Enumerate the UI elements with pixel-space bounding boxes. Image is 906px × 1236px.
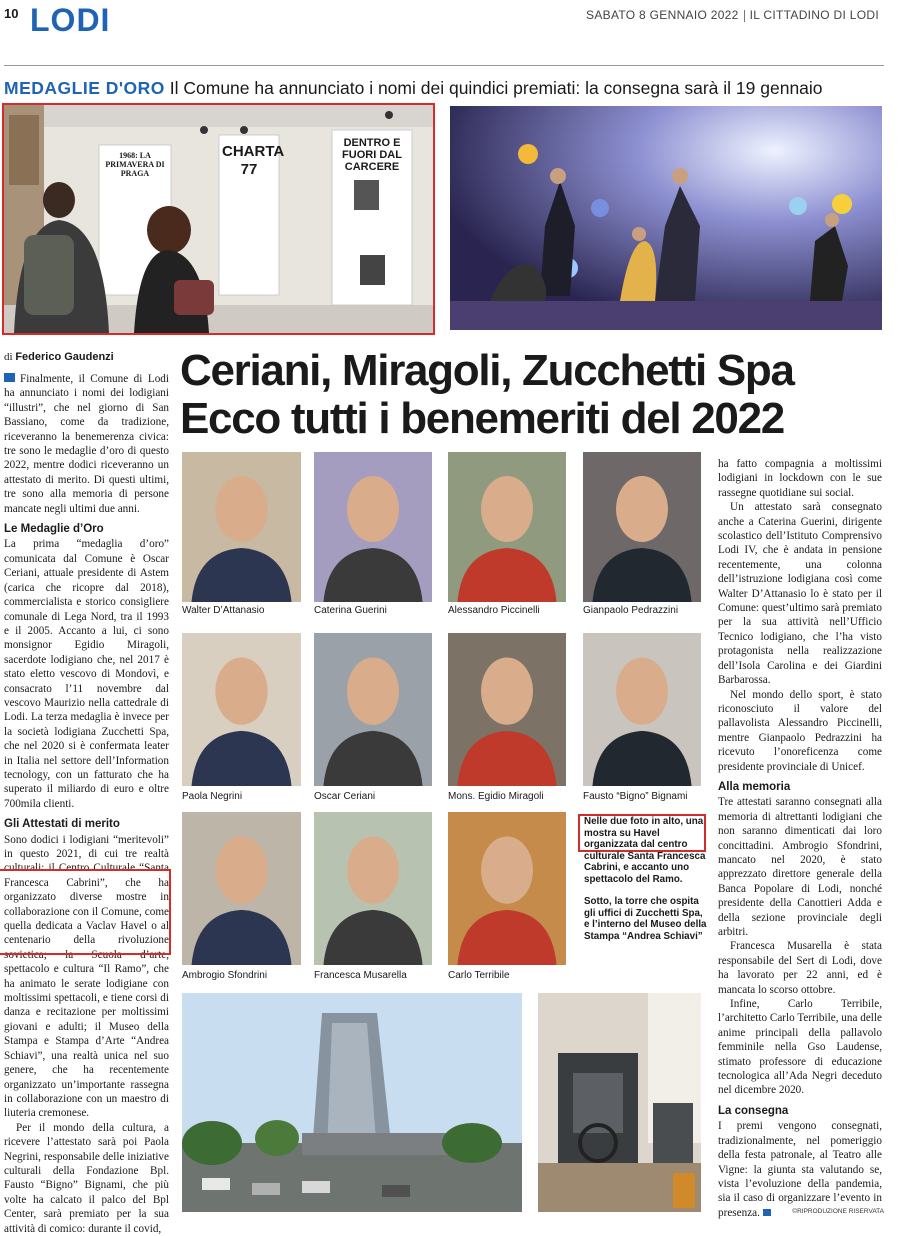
header-rule [4,65,884,66]
end-marker [763,1209,771,1216]
article-column-3 [718,457,882,1220]
col3-continuation: ha fatto compagnia a moltissimi lodigiani in lockdown con le sue rassegne quotidiane sui social. [718,458,882,499]
portrait-photo [182,812,301,965]
col3-consegna-text: I premi vengono consegnati, tradizionalmente, nel pomeriggio della festa patronale, al Teatro alle Vigne: la giunta sta valutando se, vista l’evoluzione della pandemia, sia il caso di organizzare l’evento in presenza. [718,1120,882,1219]
subhead-memoria: Alla memoria [718,780,791,793]
portrait-photo [314,633,432,786]
portrait-caption: Oscar Ceriani [314,791,376,802]
col3-musarella: Francesca Musarella è stata responsabile del Sert di Lodi, dove ha lavorato per 22 anni, ed è mancata lo scorso ottobre. [718,940,882,996]
col3-guerini: Un attestato sarà consegnato anche a Caterina Guerini, dirigente scolastico dell’Istituto Comprensivo Lodi IV, che è andata in pensione recentemente, una colonna dell’istruzione lodigiana così come Walter D’Attanasio lo è stato per il Comune: quest’ultimo sarà premiato per la sua attività nell’Ufficio Tecnico lodigiano, che l’ha visto protagonista nella realizzazione dell’Isola Carolina e dei Giardini Barbarossa. [718,501,882,687]
portrait-photo [583,633,701,786]
subhead-attestati: Gli Attestati di merito [4,818,120,831]
kicker-label: MEDAGLIE D'ORO [4,78,165,98]
col1-medaglie-text: La prima “medaglia d’oro” comunicata dal Comune è Oscar Ceriani, attuale presidente di Astem (carica che ricopre dal 2018), commercialista e storico consigliere comunale di Lega Nord, tra il 1993 e il 2005. Accanto a lui, ci sono monsignor Egidio Miragoli, sacerdote lodigiano che, nel 2017 è stato eletto vescovo di Mondovì, e consacrato l’11 novembre dal vescovo Maurizio nella cattedrale di Lodi. La terza medaglia è invece per la società lodigiana Zucchetti Spa, che nel 2020 si è confermata leater in Italia nel settore dell’Information tecnology, con un fatturato che ha superato il miliardo di euro e oltre 700mila clienti. [4,538,169,810]
portrait-caption: Mons. Egidio Miragoli [448,791,544,802]
paper-name: IL CITTADINO DI LODI [749,8,879,22]
portrait-photo [314,452,432,602]
byline [4,351,114,363]
kicker-text: Il Comune ha annunciato i nomi dei quindici premiati: la consegna sarà il 19 gennaio [169,78,823,98]
portrait-photo [448,812,566,965]
col1-cultura-text: Per il mondo della cultura, a ricevere l’attestato sarà poi Paola Negrini, responsabile delle iniziative culturali della Fondazione Bpl. Fausto “Bigno” Bignami, che più volte ha calcato il palco del Bpl Center, sarà premiato per la sua attività di comico: durante il covid, [4,1121,169,1235]
photo-museo-stampa [538,993,701,1212]
portrait-photo [583,452,701,602]
photo-callout [584,816,709,942]
callout-part-2: Sotto, la torre che ospita gli uffici di Zucchetti Spa, e l’interno del Museo della Stampa “Andrea Schiavi” [584,896,707,942]
portrait-caption: Caterina Guerini [314,605,387,616]
portrait-photo [448,452,566,602]
portrait-caption: Walter D’Attanasio [182,605,265,616]
callout-part-1: Nelle due foto in alto, una mostra su Havel organizzata dal centro culturale Santa Francesca Cabrini, e accanto uno spettacolo del Ramo. [584,816,706,885]
col1-attestati-text: Sono dodici i lodigiani “meritevoli” in questo 2021, di cui tre realtà culturali: il Centro Culturale “Santa Francesca Cabrini”, che ha organizzato diverse mostre in collaborazione con il Comune, come quella dedicata a Vaclav Havel o al centenario della rivoluzione sovietica; la Scuola d’arte, spettacolo e cultura “Il Ramo”, che ha animato le serate lodigiane con moltissimi spettacoli, e tiene corsi di danza e recitazione per moltissimi giovani e adulti; il Museo della Stampa e Stampa d’Arte “Andrea Schiavi”, una realtà unica nel suo genere, che ha recentemente organizzato un’importante rassegna in collaborazione con un maestro di liuteria cremonese. [4,833,169,1120]
portrait-caption: Ambrogio Sfondrini [182,970,268,981]
photo-havel-exhibition [2,103,435,335]
portrait-caption: Gianpaolo Pedrazzini [583,605,679,616]
byline-prefix: di [4,351,13,363]
col3-memoria-text: Tre attestati saranno consegnati alla memoria di altrettanti lodigiani che non saranno dimenticati dai loro concittadini. Ambrogio Sfondrini, mancato nel 2020, è stato apprezzato direttore generale della Banca Popolare di Lodi, nonché presidente della Canottieri Adda e della sezione provinciale degli arbitri. [718,796,882,938]
portrait-caption: Paola Negrini [182,791,243,802]
masthead-info [581,8,884,22]
byline-author: Federico Gaudenzi [15,351,114,363]
portrait-caption: Carlo Terribile [448,970,510,981]
kicker [4,78,823,99]
paragraph-marker [4,373,15,382]
portrait-photo [182,633,301,786]
portrait-photo [448,633,566,786]
section-title: LODI [30,2,111,38]
portrait-photo [182,452,301,602]
portrait-photo [314,812,432,965]
subhead-consegna: La consegna [718,1104,789,1117]
col3-terribile: Infine, Carlo Terribile, l’architetto Carlo Terribile, una delle anime principali della pallavolo femminile nella Gso Laudense, stimato professore di educazione tecnologica all’Ada Negri deceduto nel dicembre 2020. [718,998,882,1097]
issue-date: SABATO 8 GENNAIO 2022 [586,8,739,22]
subhead-medaglie: Le Medaglie d’Oro [4,523,104,536]
photo-zucchetti-tower [182,993,522,1212]
copyright-notice: ©RIPRODUZIONE RISERVATA [792,1208,884,1215]
portrait-caption: Fausto “Bigno” Bignami [583,791,688,802]
page-number: 10 [4,6,19,21]
panel-charta: CHARTA 77 [222,143,285,178]
photo-ramo-show [450,106,882,330]
article-column-1 [4,372,169,1236]
portrait-caption: Francesca Musarella [314,970,407,981]
col3-sport: Nel mondo dello sport, è stato riconosciuto il valore del pallavolista Alessandro Piccinelli, mentre Gianpaolo Pedrazzini ha ricevuto l’onoreficenza come presidente provinciale di Unicef. [718,688,882,773]
panel-carcere: DENTRO E FUORI DAL CARCERE [342,137,402,173]
headline-line-1: Ceriani, Miragoli, Zucchetti Spa [180,346,794,395]
panel-praga: 1968: LA PRIMAVERA DI PRAGA [105,151,165,178]
col1-intro: Finalmente, il Comune di Lodi ha annunciato i nomi dei lodigiani “illustri”, che nel giorno di San Bassiano, come da tradizione, riceveranno la benemerenza civica: tre sono le medaglie d’oro di questo 2022, mentre dodici riceveranno un attestato di merito. Di questi ultimi, tre sono alla memoria di persone mancate negli ultimi due anni. [4,373,169,515]
headline-line-2: Ecco tutti i benemeriti del 2022 [180,394,784,443]
portrait-caption: Alessandro Piccinelli [448,605,540,616]
